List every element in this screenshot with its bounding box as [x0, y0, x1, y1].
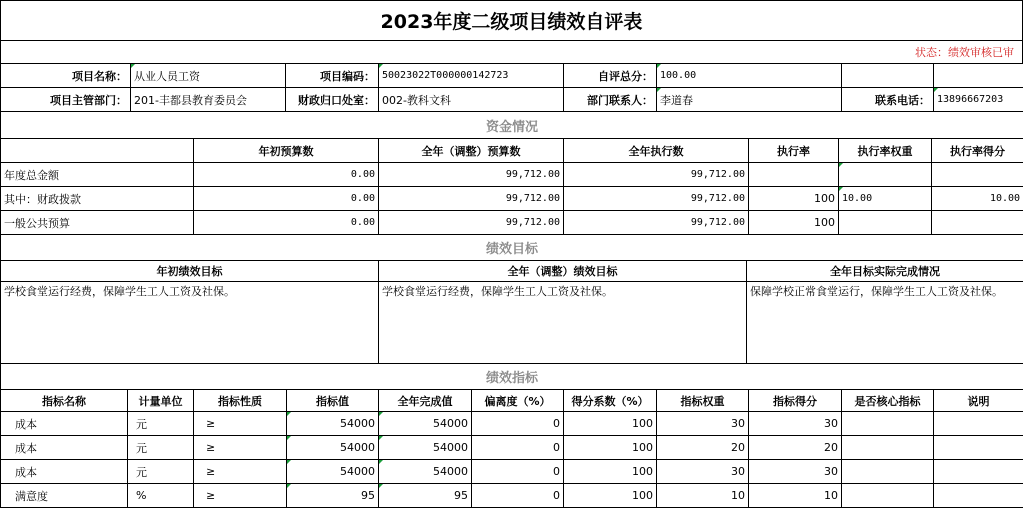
indicator-unit: 元 [128, 460, 194, 484]
funds-adjusted: 99,712.00 [379, 187, 564, 211]
indicator-name: 满意度 [1, 484, 128, 508]
indicator-name: 成本 [1, 436, 128, 460]
funds-score: 10.00 [932, 187, 1023, 211]
indicator-header: 指标性质 [194, 390, 287, 412]
indicator-row [1, 460, 1023, 484]
project-name-label: 项目名称： [1, 64, 131, 88]
header-table [0, 0, 1023, 64]
indicator-unit: 元 [128, 412, 194, 436]
funds-initial: 0.00 [194, 163, 379, 187]
funds-adjusted: 99,712.00 [379, 211, 564, 235]
phone-label: 联系电话： [842, 88, 934, 112]
dept-value: 201-丰都县教育委员会 [131, 88, 286, 112]
indicator-core [842, 460, 934, 484]
funds-weight [839, 163, 932, 187]
goal-actual: 保障学校正常食堂运行，保障学生工人工资及社保。 [747, 282, 1023, 364]
indicator-header: 得分系数（%） [564, 390, 657, 412]
indicator-unit: 元 [128, 436, 194, 460]
funds-executed: 99,712.00 [564, 211, 749, 235]
funds-adjusted: 99,712.00 [379, 163, 564, 187]
indicator-deviation: 0 [472, 460, 564, 484]
indicator-unit: % [128, 484, 194, 508]
goal-adjusted: 学校食堂运行经费，保障学生工人工资及社保。 [379, 282, 747, 364]
indicator-score: 10 [749, 484, 842, 508]
indicator-header: 计量单位 [128, 390, 194, 412]
indicator-coef: 100 [564, 412, 657, 436]
indicator-nature: ≥ [194, 460, 287, 484]
funds-row [1, 187, 1023, 211]
funds-table [0, 111, 1023, 235]
indicator-score: 30 [749, 412, 842, 436]
goals-header: 全年（调整）绩效目标 [379, 261, 747, 282]
indicator-target: 54000 [287, 436, 379, 460]
indicator-target: 54000 [287, 460, 379, 484]
indicator-core [842, 436, 934, 460]
indicator-note [934, 484, 1023, 508]
dept-label: 项目主管部门： [1, 88, 131, 112]
goals-section-title: 绩效目标 [1, 235, 1023, 261]
indicator-header: 是否核心指标 [842, 390, 934, 412]
finance-value: 002-教科文科 [379, 88, 564, 112]
indicator-core [842, 412, 934, 436]
indicator-weight: 30 [657, 412, 749, 436]
indicator-deviation: 0 [472, 436, 564, 460]
indicator-score: 30 [749, 460, 842, 484]
indicator-name: 成本 [1, 460, 128, 484]
funds-score [932, 211, 1023, 235]
info-table [0, 63, 1023, 112]
indicator-header: 全年完成值 [379, 390, 472, 412]
funds-header: 全年（调整）预算数 [379, 139, 564, 163]
indicator-actual: 54000 [379, 460, 472, 484]
indicator-deviation: 0 [472, 412, 564, 436]
contact-value: 李道春 [657, 88, 842, 112]
indicator-target: 54000 [287, 412, 379, 436]
indicator-actual: 95 [379, 484, 472, 508]
indicator-actual: 54000 [379, 436, 472, 460]
contact-label: 部门联系人： [564, 88, 657, 112]
goals-table [0, 234, 1023, 364]
indicator-header: 指标名称 [1, 390, 128, 412]
funds-header: 年初预算数 [194, 139, 379, 163]
funds-row-label: 一般公共预算 [1, 211, 194, 235]
indicator-nature: ≥ [194, 412, 287, 436]
funds-header: 执行率权重 [839, 139, 932, 163]
indicator-header: 说明 [934, 390, 1023, 412]
funds-row-label: 年度总金额 [1, 163, 194, 187]
indicator-note [934, 412, 1023, 436]
indicator-coef: 100 [564, 436, 657, 460]
project-name-value: 从业人员工资 [131, 64, 286, 88]
indicator-name: 成本 [1, 412, 128, 436]
funds-section-title: 资金情况 [1, 112, 1023, 139]
indicator-row [1, 484, 1023, 508]
funds-row [1, 211, 1023, 235]
funds-header: 执行率得分 [932, 139, 1023, 163]
indicators-section-title: 绩效指标 [1, 364, 1023, 390]
funds-header-blank [1, 139, 194, 163]
funds-score [932, 163, 1023, 187]
funds-rate: 100 [749, 211, 839, 235]
indicator-row [1, 412, 1023, 436]
project-code-label: 项目编码： [286, 64, 379, 88]
indicator-target: 95 [287, 484, 379, 508]
funds-executed: 99,712.00 [564, 163, 749, 187]
indicator-header: 偏离度（%） [472, 390, 564, 412]
funds-weight [839, 211, 932, 235]
self-score-value: 100.00 [657, 64, 842, 88]
page-title: 2023年度二级项目绩效自评表 [1, 1, 1023, 41]
indicator-core [842, 484, 934, 508]
indicator-actual: 54000 [379, 412, 472, 436]
funds-executed: 99,712.00 [564, 187, 749, 211]
indicator-note [934, 436, 1023, 460]
indicator-header: 指标值 [287, 390, 379, 412]
indicator-note [934, 460, 1023, 484]
indicator-weight: 10 [657, 484, 749, 508]
funds-rate [749, 163, 839, 187]
phone-value: 13896667203 [934, 88, 1023, 112]
self-score-label: 自评总分： [564, 64, 657, 88]
funds-header: 全年执行数 [564, 139, 749, 163]
status-text: 状态：绩效审核已审 [1, 41, 1023, 64]
funds-row [1, 163, 1023, 187]
indicator-weight: 30 [657, 460, 749, 484]
goals-header: 全年目标实际完成情况 [747, 261, 1023, 282]
indicator-header: 指标权重 [657, 390, 749, 412]
indicator-nature: ≥ [194, 436, 287, 460]
goal-initial: 学校食堂运行经费，保障学生工人工资及社保。 [1, 282, 379, 364]
indicators-table [0, 363, 1023, 508]
empty-cell [842, 64, 934, 88]
funds-row-label: 其中：财政拨款 [1, 187, 194, 211]
empty-cell [934, 64, 1023, 88]
funds-initial: 0.00 [194, 187, 379, 211]
indicator-score: 20 [749, 436, 842, 460]
indicator-coef: 100 [564, 460, 657, 484]
indicator-header: 指标得分 [749, 390, 842, 412]
finance-label: 财政归口处室： [286, 88, 379, 112]
funds-initial: 0.00 [194, 211, 379, 235]
project-code-value: 50023022T000000142723 [379, 64, 564, 88]
indicator-deviation: 0 [472, 484, 564, 508]
indicator-coef: 100 [564, 484, 657, 508]
funds-rate: 100 [749, 187, 839, 211]
indicator-weight: 20 [657, 436, 749, 460]
goals-header: 年初绩效目标 [1, 261, 379, 282]
funds-header: 执行率 [749, 139, 839, 163]
indicator-nature: ≥ [194, 484, 287, 508]
funds-weight: 10.00 [839, 187, 932, 211]
indicator-row [1, 436, 1023, 460]
